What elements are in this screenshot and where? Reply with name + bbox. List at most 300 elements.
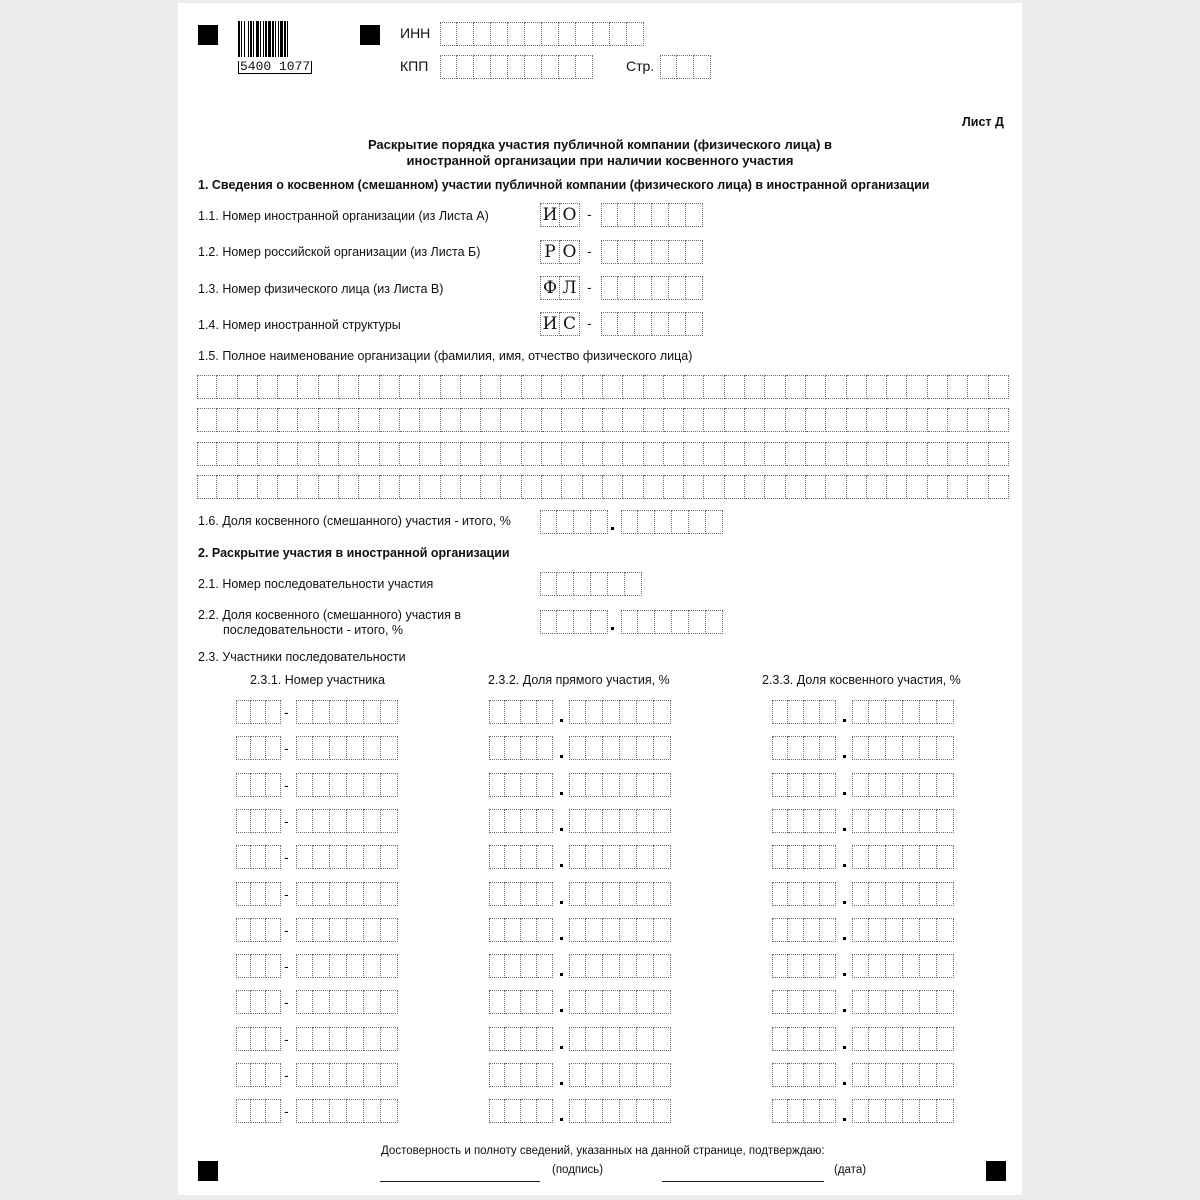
input-cell[interactable] bbox=[381, 990, 398, 1014]
input-cell[interactable] bbox=[603, 773, 620, 797]
input-cell[interactable] bbox=[420, 375, 440, 399]
input-cell[interactable] bbox=[772, 700, 788, 724]
input-cell[interactable] bbox=[772, 918, 788, 942]
input-cell[interactable] bbox=[867, 375, 887, 399]
direct-share-integer[interactable] bbox=[489, 845, 553, 869]
input-cell[interactable] bbox=[508, 22, 525, 46]
input-cell[interactable] bbox=[586, 736, 603, 760]
input-cell[interactable] bbox=[313, 736, 330, 760]
input-cell[interactable] bbox=[501, 442, 521, 466]
indirect-share-fraction[interactable] bbox=[852, 1099, 954, 1123]
input-cell[interactable] bbox=[820, 954, 836, 978]
input-cell[interactable] bbox=[266, 700, 281, 724]
input-cell[interactable] bbox=[251, 809, 266, 833]
input-cell[interactable] bbox=[852, 809, 869, 833]
input-cell[interactable] bbox=[574, 610, 591, 634]
input-cell[interactable] bbox=[364, 882, 381, 906]
direct-share-fraction[interactable] bbox=[569, 1063, 671, 1087]
indirect-share-integer[interactable] bbox=[772, 809, 836, 833]
input-cell[interactable] bbox=[664, 442, 684, 466]
input-cell[interactable] bbox=[989, 375, 1009, 399]
direct-share-integer[interactable] bbox=[489, 1063, 553, 1087]
date-line[interactable] bbox=[662, 1181, 824, 1182]
input-cell[interactable] bbox=[788, 773, 804, 797]
input-cell[interactable] bbox=[461, 442, 481, 466]
input-cell[interactable] bbox=[652, 203, 669, 227]
input-cell[interactable] bbox=[620, 954, 637, 978]
participant-number-prefix[interactable] bbox=[236, 918, 281, 942]
participant-number-prefix[interactable] bbox=[236, 1027, 281, 1051]
input-cell[interactable] bbox=[852, 990, 869, 1014]
input-cell[interactable] bbox=[788, 700, 804, 724]
input-cell[interactable] bbox=[583, 408, 603, 432]
input-cell[interactable] bbox=[652, 312, 669, 336]
input-cell[interactable] bbox=[635, 312, 652, 336]
input-cell[interactable] bbox=[886, 1099, 903, 1123]
input-cell[interactable]: О bbox=[560, 240, 580, 264]
input-cell[interactable] bbox=[461, 408, 481, 432]
input-cell[interactable] bbox=[638, 610, 655, 634]
input-cell[interactable] bbox=[765, 475, 785, 499]
input-cell[interactable] bbox=[330, 773, 347, 797]
input-cell[interactable] bbox=[937, 882, 954, 906]
input-cell[interactable] bbox=[296, 1099, 313, 1123]
input-cell[interactable] bbox=[601, 276, 618, 300]
input-cell[interactable] bbox=[903, 809, 920, 833]
input-cell[interactable] bbox=[620, 1063, 637, 1087]
input-cell[interactable] bbox=[313, 918, 330, 942]
input-cell[interactable] bbox=[197, 442, 217, 466]
input-cell[interactable] bbox=[806, 408, 826, 432]
input-cell[interactable] bbox=[804, 990, 820, 1014]
input-cell[interactable] bbox=[903, 773, 920, 797]
input-cell[interactable] bbox=[238, 475, 258, 499]
indirect-share-fraction[interactable] bbox=[852, 845, 954, 869]
input-cell[interactable] bbox=[725, 375, 745, 399]
indirect-share-integer[interactable] bbox=[772, 882, 836, 906]
input-cell[interactable] bbox=[654, 1063, 671, 1087]
input-cell[interactable] bbox=[236, 809, 251, 833]
input-cell[interactable] bbox=[400, 375, 420, 399]
input-cell[interactable] bbox=[537, 954, 553, 978]
input-cell[interactable] bbox=[217, 375, 237, 399]
participant-number-field[interactable] bbox=[296, 882, 398, 906]
input-cell[interactable] bbox=[654, 918, 671, 942]
input-cell[interactable] bbox=[603, 882, 620, 906]
input-cell[interactable] bbox=[654, 809, 671, 833]
input-cell[interactable] bbox=[313, 1027, 330, 1051]
input-cell[interactable] bbox=[347, 954, 364, 978]
input-cell[interactable] bbox=[258, 475, 278, 499]
input-cell[interactable] bbox=[652, 276, 669, 300]
input-cell[interactable] bbox=[461, 475, 481, 499]
direct-share-integer[interactable] bbox=[489, 882, 553, 906]
input-cell[interactable] bbox=[537, 990, 553, 1014]
input-cell[interactable] bbox=[586, 700, 603, 724]
input-cell[interactable] bbox=[569, 845, 586, 869]
input-cell[interactable] bbox=[928, 475, 948, 499]
input-cell[interactable] bbox=[903, 700, 920, 724]
input-cell[interactable] bbox=[745, 475, 765, 499]
input-cell[interactable] bbox=[569, 736, 586, 760]
input-cell[interactable] bbox=[928, 408, 948, 432]
input-cell[interactable] bbox=[266, 990, 281, 1014]
input-cell[interactable] bbox=[920, 845, 937, 869]
input-cell[interactable] bbox=[689, 510, 706, 534]
input-cell[interactable] bbox=[920, 1027, 937, 1051]
input-cell[interactable] bbox=[330, 1099, 347, 1123]
input-cell[interactable] bbox=[364, 809, 381, 833]
input-cell[interactable] bbox=[786, 442, 806, 466]
input-cell[interactable] bbox=[505, 918, 521, 942]
input-cell[interactable] bbox=[654, 736, 671, 760]
input-cell[interactable] bbox=[381, 773, 398, 797]
input-cell[interactable] bbox=[441, 475, 461, 499]
input-cell[interactable] bbox=[637, 773, 654, 797]
input-cell[interactable] bbox=[505, 809, 521, 833]
input-cell[interactable] bbox=[820, 736, 836, 760]
full-name-row[interactable] bbox=[197, 408, 1009, 432]
input-cell[interactable] bbox=[313, 845, 330, 869]
input-cell[interactable] bbox=[806, 375, 826, 399]
input-cell[interactable] bbox=[920, 990, 937, 1014]
input-cell[interactable] bbox=[591, 572, 608, 596]
input-cell[interactable] bbox=[569, 882, 586, 906]
input-cell[interactable] bbox=[672, 510, 689, 534]
input-cell[interactable] bbox=[501, 375, 521, 399]
input-cell[interactable] bbox=[569, 773, 586, 797]
participant-number-prefix[interactable] bbox=[236, 954, 281, 978]
direct-share-fraction[interactable] bbox=[569, 773, 671, 797]
input-cell[interactable] bbox=[489, 1063, 505, 1087]
input-cell[interactable] bbox=[569, 1099, 586, 1123]
input-cell[interactable] bbox=[745, 408, 765, 432]
input-cell[interactable] bbox=[481, 408, 501, 432]
input-cell[interactable] bbox=[381, 954, 398, 978]
input-cell[interactable] bbox=[745, 442, 765, 466]
input-cell[interactable] bbox=[491, 55, 508, 79]
input-cell[interactable] bbox=[620, 1099, 637, 1123]
seq-number-field[interactable] bbox=[540, 572, 642, 596]
input-cell[interactable] bbox=[364, 1063, 381, 1087]
direct-share-fraction[interactable] bbox=[569, 1099, 671, 1123]
input-cell[interactable] bbox=[562, 442, 582, 466]
input-cell[interactable] bbox=[623, 375, 643, 399]
input-cell[interactable] bbox=[620, 918, 637, 942]
indirect-share-fraction[interactable] bbox=[852, 990, 954, 1014]
input-cell[interactable] bbox=[236, 700, 251, 724]
input-cell[interactable] bbox=[820, 845, 836, 869]
input-cell[interactable] bbox=[638, 510, 655, 534]
input-cell[interactable] bbox=[968, 408, 988, 432]
input-cell[interactable] bbox=[489, 845, 505, 869]
input-cell[interactable] bbox=[618, 240, 635, 264]
input-cell[interactable] bbox=[441, 375, 461, 399]
input-cell[interactable] bbox=[804, 773, 820, 797]
code-prefix-field[interactable] bbox=[540, 312, 580, 336]
input-cell[interactable] bbox=[522, 375, 542, 399]
input-cell[interactable] bbox=[364, 736, 381, 760]
input-cell[interactable] bbox=[920, 918, 937, 942]
input-cell[interactable] bbox=[258, 408, 278, 432]
input-cell[interactable] bbox=[359, 375, 379, 399]
input-cell[interactable] bbox=[869, 700, 886, 724]
direct-share-integer[interactable] bbox=[489, 773, 553, 797]
input-cell[interactable] bbox=[903, 1063, 920, 1087]
input-cell[interactable] bbox=[381, 809, 398, 833]
input-cell[interactable] bbox=[381, 918, 398, 942]
input-cell[interactable] bbox=[521, 1027, 537, 1051]
input-cell[interactable] bbox=[441, 442, 461, 466]
input-cell[interactable] bbox=[359, 475, 379, 499]
indirect-share-fraction[interactable] bbox=[852, 1027, 954, 1051]
input-cell[interactable]: И bbox=[540, 203, 560, 227]
input-cell[interactable] bbox=[298, 375, 318, 399]
input-cell[interactable] bbox=[937, 845, 954, 869]
input-cell[interactable] bbox=[608, 572, 625, 596]
input-cell[interactable] bbox=[920, 1063, 937, 1087]
input-cell[interactable] bbox=[603, 408, 623, 432]
input-cell[interactable] bbox=[197, 475, 217, 499]
input-cell[interactable] bbox=[869, 1027, 886, 1051]
input-cell[interactable] bbox=[706, 610, 723, 634]
input-cell[interactable] bbox=[236, 954, 251, 978]
input-cell[interactable] bbox=[574, 510, 591, 534]
input-cell[interactable] bbox=[380, 375, 400, 399]
input-cell[interactable] bbox=[847, 408, 867, 432]
input-cell[interactable] bbox=[786, 408, 806, 432]
input-cell[interactable] bbox=[672, 610, 689, 634]
input-cell[interactable] bbox=[313, 882, 330, 906]
input-cell[interactable] bbox=[505, 954, 521, 978]
participant-number-field[interactable] bbox=[296, 1027, 398, 1051]
input-cell[interactable] bbox=[644, 475, 664, 499]
input-cell[interactable] bbox=[684, 442, 704, 466]
input-cell[interactable] bbox=[236, 1027, 251, 1051]
input-cell[interactable] bbox=[440, 55, 457, 79]
input-cell[interactable] bbox=[903, 990, 920, 1014]
input-cell[interactable] bbox=[258, 375, 278, 399]
input-cell[interactable] bbox=[400, 442, 420, 466]
input-cell[interactable] bbox=[869, 809, 886, 833]
input-cell[interactable] bbox=[347, 700, 364, 724]
input-cell[interactable] bbox=[313, 809, 330, 833]
input-cell[interactable] bbox=[937, 809, 954, 833]
input-cell[interactable] bbox=[586, 845, 603, 869]
direct-share-integer[interactable] bbox=[489, 700, 553, 724]
full-name-row[interactable] bbox=[197, 442, 1009, 466]
input-cell[interactable] bbox=[852, 1063, 869, 1087]
input-cell[interactable] bbox=[364, 918, 381, 942]
input-cell[interactable] bbox=[820, 700, 836, 724]
input-cell[interactable] bbox=[686, 240, 703, 264]
direct-share-integer[interactable] bbox=[489, 809, 553, 833]
page-number-field[interactable] bbox=[660, 55, 711, 79]
input-cell[interactable] bbox=[806, 475, 826, 499]
code-number-field[interactable] bbox=[601, 240, 703, 264]
direct-share-integer[interactable] bbox=[489, 736, 553, 760]
input-cell[interactable] bbox=[501, 475, 521, 499]
input-cell[interactable] bbox=[637, 954, 654, 978]
input-cell[interactable] bbox=[542, 375, 562, 399]
input-cell[interactable] bbox=[989, 408, 1009, 432]
participant-number-prefix[interactable] bbox=[236, 845, 281, 869]
participant-number-field[interactable] bbox=[296, 809, 398, 833]
seq-share-fraction-field[interactable] bbox=[621, 610, 723, 634]
input-cell[interactable] bbox=[937, 1063, 954, 1087]
input-cell[interactable] bbox=[505, 990, 521, 1014]
input-cell[interactable] bbox=[601, 240, 618, 264]
input-cell[interactable] bbox=[772, 1027, 788, 1051]
input-cell[interactable] bbox=[887, 375, 907, 399]
input-cell[interactable] bbox=[635, 203, 652, 227]
input-cell[interactable] bbox=[869, 990, 886, 1014]
input-cell[interactable] bbox=[772, 773, 788, 797]
input-cell[interactable] bbox=[319, 475, 339, 499]
full-name-row[interactable] bbox=[197, 475, 1009, 499]
input-cell[interactable] bbox=[788, 882, 804, 906]
input-cell[interactable] bbox=[489, 809, 505, 833]
input-cell[interactable] bbox=[826, 375, 846, 399]
input-cell[interactable] bbox=[238, 375, 258, 399]
input-cell[interactable] bbox=[537, 845, 553, 869]
input-cell[interactable] bbox=[706, 510, 723, 534]
input-cell[interactable] bbox=[330, 1063, 347, 1087]
input-cell[interactable] bbox=[505, 736, 521, 760]
input-cell[interactable] bbox=[635, 276, 652, 300]
indirect-share-fraction[interactable] bbox=[852, 882, 954, 906]
input-cell[interactable] bbox=[251, 1063, 266, 1087]
input-cell[interactable] bbox=[603, 809, 620, 833]
input-cell[interactable] bbox=[745, 375, 765, 399]
input-cell[interactable] bbox=[704, 442, 724, 466]
input-cell[interactable] bbox=[886, 736, 903, 760]
input-cell[interactable] bbox=[298, 475, 318, 499]
input-cell[interactable] bbox=[788, 990, 804, 1014]
input-cell[interactable] bbox=[330, 882, 347, 906]
input-cell[interactable] bbox=[313, 990, 330, 1014]
indirect-share-fraction[interactable] bbox=[852, 773, 954, 797]
direct-share-fraction[interactable] bbox=[569, 809, 671, 833]
input-cell[interactable] bbox=[627, 22, 644, 46]
input-cell[interactable] bbox=[537, 1099, 553, 1123]
input-cell[interactable] bbox=[562, 475, 582, 499]
input-cell[interactable] bbox=[621, 510, 638, 534]
input-cell[interactable] bbox=[381, 845, 398, 869]
input-cell[interactable] bbox=[654, 1099, 671, 1123]
input-cell[interactable] bbox=[804, 809, 820, 833]
input-cell[interactable] bbox=[197, 408, 217, 432]
input-cell[interactable] bbox=[313, 1099, 330, 1123]
direct-share-integer[interactable] bbox=[489, 1027, 553, 1051]
input-cell[interactable] bbox=[296, 954, 313, 978]
code-prefix-field[interactable] bbox=[540, 203, 580, 227]
input-cell[interactable] bbox=[586, 990, 603, 1014]
code-number-field[interactable] bbox=[601, 276, 703, 300]
input-cell[interactable] bbox=[521, 990, 537, 1014]
input-cell[interactable] bbox=[804, 1027, 820, 1051]
participant-number-field[interactable] bbox=[296, 918, 398, 942]
input-cell[interactable] bbox=[266, 918, 281, 942]
input-cell[interactable] bbox=[772, 1063, 788, 1087]
input-cell[interactable] bbox=[562, 408, 582, 432]
input-cell[interactable] bbox=[347, 1099, 364, 1123]
input-cell[interactable] bbox=[586, 882, 603, 906]
input-cell[interactable] bbox=[347, 918, 364, 942]
input-cell[interactable] bbox=[772, 736, 788, 760]
input-cell[interactable] bbox=[330, 809, 347, 833]
input-cell[interactable] bbox=[620, 700, 637, 724]
input-cell[interactable] bbox=[330, 700, 347, 724]
input-cell[interactable] bbox=[251, 1099, 266, 1123]
input-cell[interactable] bbox=[296, 809, 313, 833]
input-cell[interactable] bbox=[804, 918, 820, 942]
input-cell[interactable] bbox=[654, 773, 671, 797]
input-cell[interactable] bbox=[217, 408, 237, 432]
input-cell[interactable] bbox=[623, 475, 643, 499]
input-cell[interactable] bbox=[725, 475, 745, 499]
input-cell[interactable] bbox=[852, 882, 869, 906]
input-cell[interactable] bbox=[677, 55, 694, 79]
input-cell[interactable] bbox=[364, 845, 381, 869]
input-cell[interactable] bbox=[489, 1027, 505, 1051]
input-cell[interactable] bbox=[586, 1027, 603, 1051]
input-cell[interactable] bbox=[669, 203, 686, 227]
code-prefix-field[interactable] bbox=[540, 240, 580, 264]
input-cell[interactable] bbox=[313, 700, 330, 724]
input-cell[interactable] bbox=[654, 990, 671, 1014]
input-cell[interactable] bbox=[826, 408, 846, 432]
input-cell[interactable] bbox=[637, 700, 654, 724]
input-cell[interactable] bbox=[537, 1063, 553, 1087]
participant-number-field[interactable] bbox=[296, 773, 398, 797]
input-cell[interactable] bbox=[522, 475, 542, 499]
input-cell[interactable] bbox=[903, 1027, 920, 1051]
input-cell[interactable] bbox=[654, 882, 671, 906]
input-cell[interactable] bbox=[296, 1063, 313, 1087]
input-cell[interactable] bbox=[569, 809, 586, 833]
input-cell[interactable] bbox=[664, 408, 684, 432]
input-cell[interactable] bbox=[937, 1027, 954, 1051]
direct-share-fraction[interactable] bbox=[569, 700, 671, 724]
input-cell[interactable] bbox=[569, 700, 586, 724]
input-cell[interactable] bbox=[920, 1099, 937, 1123]
input-cell[interactable] bbox=[266, 1063, 281, 1087]
input-cell[interactable] bbox=[928, 375, 948, 399]
input-cell[interactable] bbox=[298, 442, 318, 466]
input-cell[interactable] bbox=[400, 475, 420, 499]
input-cell[interactable] bbox=[937, 1099, 954, 1123]
participant-number-prefix[interactable] bbox=[236, 773, 281, 797]
input-cell[interactable] bbox=[655, 610, 672, 634]
indirect-share-fraction[interactable] bbox=[852, 809, 954, 833]
input-cell[interactable] bbox=[521, 700, 537, 724]
input-cell[interactable] bbox=[521, 1099, 537, 1123]
input-cell[interactable] bbox=[852, 700, 869, 724]
input-cell[interactable] bbox=[620, 845, 637, 869]
participant-number-prefix[interactable] bbox=[236, 990, 281, 1014]
participant-number-prefix[interactable] bbox=[236, 700, 281, 724]
direct-share-fraction[interactable] bbox=[569, 918, 671, 942]
input-cell[interactable] bbox=[620, 1027, 637, 1051]
input-cell[interactable]: Ф bbox=[540, 276, 560, 300]
input-cell[interactable] bbox=[820, 1063, 836, 1087]
input-cell[interactable] bbox=[521, 845, 537, 869]
share-total-integer-field[interactable] bbox=[540, 510, 608, 534]
input-cell[interactable] bbox=[620, 882, 637, 906]
input-cell[interactable] bbox=[820, 1027, 836, 1051]
input-cell[interactable] bbox=[364, 954, 381, 978]
